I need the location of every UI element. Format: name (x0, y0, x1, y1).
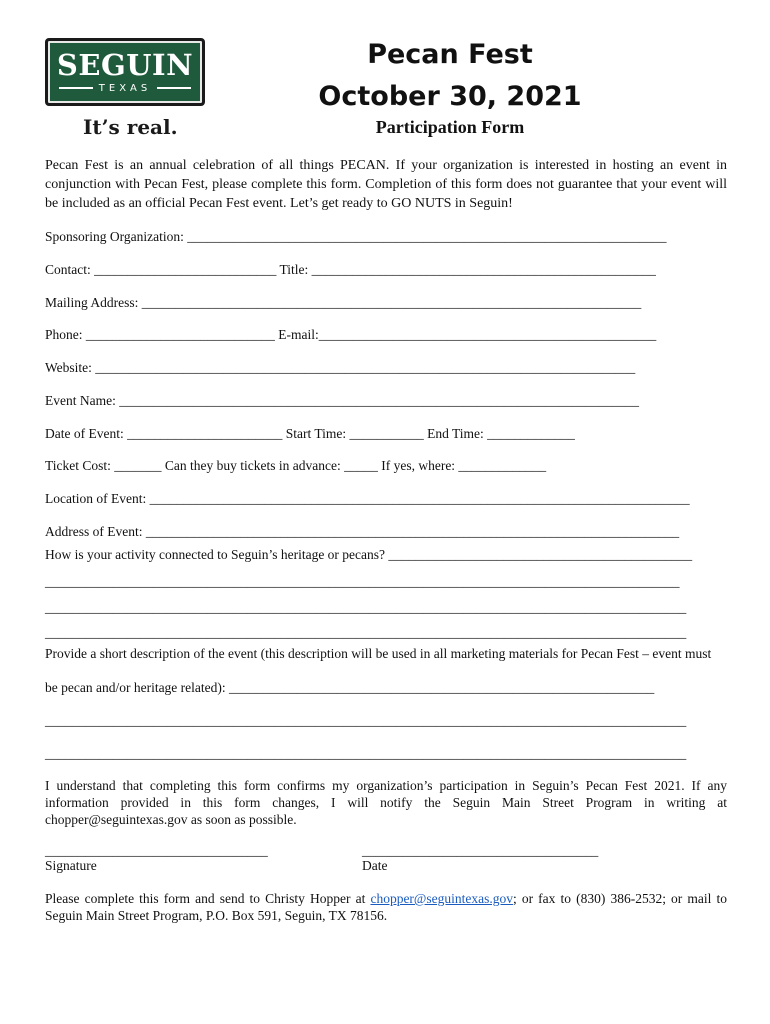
date-line[interactable]: ___________________________________ (362, 843, 599, 858)
ticket-cost-field[interactable]: Ticket Cost: _______ Can they buy tickets in advance: _____ If yes, where: _____________ (45, 458, 547, 473)
phone-email-field[interactable]: Phone: ____________________________ E-mail:__________________________________________________ (45, 327, 657, 342)
description-line-3[interactable]: _______________________________________________________________________________________________ (45, 746, 687, 761)
signature-line[interactable]: _________________________________ (45, 843, 268, 858)
footer-text-after: ; or fax to (830) 386-2532; or mail to Seguin Main Street Program, P.O. Box 591, Seguin, TX 78156. (45, 891, 728, 923)
signature-label: Signature (45, 858, 97, 873)
event-date-title: October 30, 2021 (318, 81, 582, 112)
event-location-field[interactable]: Location of Event: ________________________________________________________________________________ (45, 491, 690, 506)
heritage-line-2[interactable]: ______________________________________________________________________________________________ (45, 574, 680, 589)
description-line-2[interactable]: _______________________________________________________________________________________________ (45, 713, 687, 728)
heritage-connection-field[interactable]: How is your activity connected to Seguin’s heritage or pecans? _____________________________________________ (45, 547, 693, 562)
heritage-line-3[interactable]: _______________________________________________________________________________________________ (45, 600, 687, 615)
agreement-paragraph: I understand that completing this form confirms my organization’s participation in Seguin’s Pecan Fest 2021. If any information provided in this form changes, I will notify the Seguin Main Street Program in writing at chopper@seguintexas.gov as soon as possible. (45, 778, 727, 827)
sponsoring-organization-field[interactable]: Sponsoring Organization: _______________________________________________________________________ (45, 229, 667, 244)
footer-text-before: Please complete this form and send to Christy Hopper at (45, 891, 371, 906)
footer-instructions (45, 890, 727, 924)
website-field[interactable]: Website: ________________________________________________________________________________ (45, 360, 636, 375)
contact-title-field[interactable]: Contact: ___________________________ Title: ___________________________________________________ (45, 262, 656, 277)
email-link[interactable]: chopper@seguintexas.gov (370, 891, 513, 906)
logo-tagline: It’s real. (83, 115, 178, 139)
intro-paragraph: Pecan Fest is an annual celebration of all things PECAN. If your organization is interested in hosting an event in conjunction with Pecan Fest, please complete this form. Completion of this form does not guarantee that your event will be included as an official Pecan Fest event. Let’s get ready to GO NUTS in Seguin! (45, 158, 727, 211)
event-address-field[interactable]: Address of Event: _______________________________________________________________________________ (45, 524, 680, 539)
date-label: Date (362, 858, 388, 873)
logo-state: TEXAS (48, 83, 202, 95)
event-date-time-field[interactable]: Date of Event: _______________________ Start Time: ___________ End Time: _____________ (45, 426, 575, 441)
form-subtitle: Participation Form (375, 117, 525, 137)
page-title: Pecan Fest (367, 39, 533, 70)
logo-name: SEGUIN (56, 48, 194, 82)
heritage-line-4[interactable]: _______________________________________________________________________________________________ (45, 625, 687, 640)
description-field[interactable]: be pecan and/or heritage related): _______________________________________________________________ (45, 680, 655, 695)
seguin-logo (45, 38, 205, 106)
event-name-field[interactable]: Event Name: _____________________________________________________________________________ (45, 393, 639, 408)
mailing-address-field[interactable]: Mailing Address: __________________________________________________________________________ (45, 295, 642, 310)
description-prompt: Provide a short description of the event (this description will be used in all marketing materials for Pecan Fest – event must (45, 646, 712, 661)
